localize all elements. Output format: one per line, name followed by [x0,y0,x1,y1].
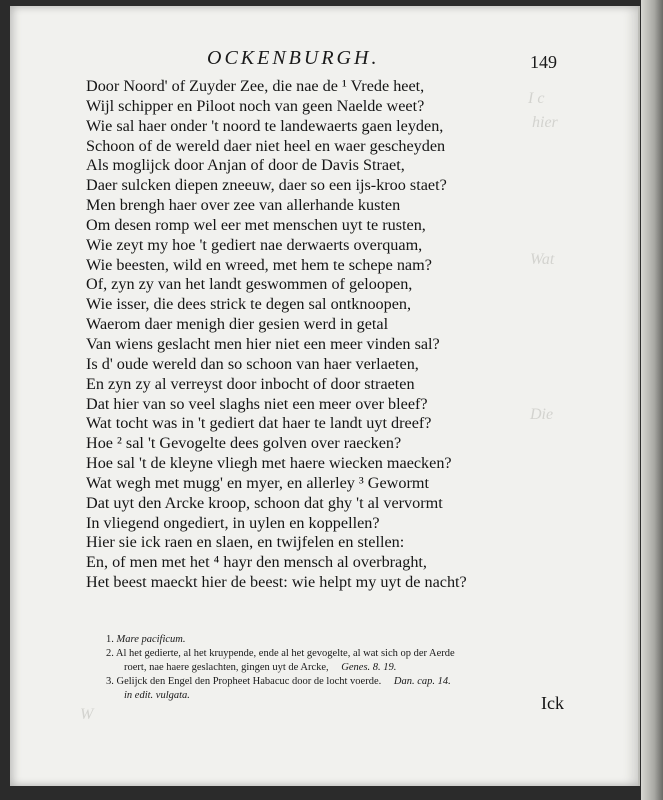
footnote-2 [106,647,566,661]
verse-line: Hoe sal 't de kleyne vliegh met haere wiecken maecken? [86,454,452,473]
footnote-1 [106,633,566,647]
verse-line: Is d' oude wereld dan so schoon van haer verlaeten, [86,354,419,373]
bleed-through-text: Die [530,406,554,423]
verse-line: Of, zyn zy van het landt geswommen of geloopen, [86,275,413,294]
verse-line: Wie isser, die dees strick te degen sal ontknoopen, [86,295,412,314]
footnote-reference: Genes. 8. 19. [341,662,397,673]
footnote-reference: Dan. cap. 14. [393,676,451,687]
footnote-text: Mare pacificum. [116,634,186,645]
footnote-2-continued [106,661,566,675]
verse-line: Waerom daer menigh dier gesien werd in getal [86,315,389,334]
verse-line: Wie sal haer onder 't noord te landewaerts gaen leyden, [86,116,444,135]
footnote-number: 1. [106,634,114,645]
verse-line: Men brengh haer over zee van allerhande kusten [86,196,401,215]
verse-line: Het beest maeckt hier de beest: wie helpt my uyt de nacht? [86,573,467,592]
footnote-3-continued [106,689,566,703]
catchword: Ick [541,693,564,713]
page-edge [641,0,663,800]
verse-line: Wat wegh met mugg' en myer, en allerley ³ Gewormt [86,473,429,492]
running-head: OCKENBURGH. [207,47,380,69]
verse-line: En zyn zy al verreyst door inbocht of door straeten [86,374,415,393]
bleed-through-text: hier [532,114,558,131]
verse-line: Van wiens geslacht men hier niet een meer vinden sal? [86,334,440,353]
footnotes [106,633,566,703]
bleed-through-text: W [80,706,94,723]
verse-line: Om desen romp wel eer met menschen uyt te rusten, [86,215,426,234]
footnote-text: Al het gedierte, al het kruypende, ende al het gevogelte, al wat sich op der Aerde [115,648,455,659]
bleed-through-text: I c [528,90,545,107]
verse-line: Als moglijck door Anjan of door de Davis Straet, [86,156,405,175]
verse-line: En, of men met het ⁴ hayr den mensch al overbraght, [86,553,427,572]
verse-line: Wie beesten, wild en wreed, met hem te schepe nam? [86,255,432,274]
verse-line: Wijl schipper en Piloot noch van geen Naelde weet? [86,96,425,115]
verse-line: Dat hier van so veel slaghs niet een meer over bleef? [86,394,428,413]
footnote-number: 3. [106,676,114,687]
verse-line: Wat tocht was in 't gediert dat haer te landt uyt dreef? [86,414,432,433]
footnote-3 [106,675,566,689]
verse-line: In vliegend ongediert, in uylen en koppellen? [86,513,380,532]
verse-line: Dat uyt den Arcke kroop, schoon dat ghy 't al vervormt [86,493,443,512]
page-number: 149 [530,52,557,72]
footnote-text: Gelijck den Engel den Propheet Habacuc door de locht voerde. [116,676,382,687]
footnote-text: roert, nae haere geslachten, gingen uyt de Arcke, [124,662,329,673]
footnote-text: in edit. vulgata. [124,690,190,701]
book-page [10,6,640,786]
verse-line: Schoon of de wereld daer niet heel en waer gescheyden [86,136,446,155]
bleed-through-text: Wat [530,251,555,268]
verse-line: Daer sulcken diepen zneeuw, daer so een ijs-kroo staet? [86,176,447,195]
verse-block [86,77,576,593]
verse-line: Door Noord' of Zuyder Zee, die nae de ¹ Vrede heet, [86,77,425,95]
footnote-number: 2. [106,648,114,659]
verse-line: Hoe ² sal 't Gevogelte dees golven over raecken? [86,434,402,453]
verse-line: Hier sie ick raen en slaen, en twijfelen en stellen: [86,533,405,552]
verse-line: Wie zeyt my hoe 't gediert nae derwaerts overquam, [86,235,423,254]
